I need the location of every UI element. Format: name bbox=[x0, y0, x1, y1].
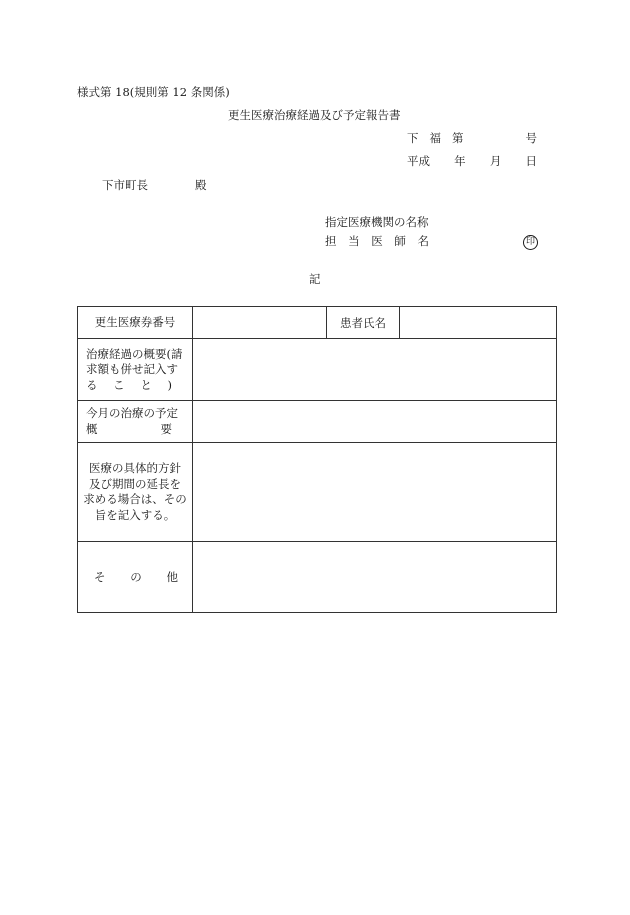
other-field[interactable] bbox=[193, 542, 557, 613]
treatment-summary-field[interactable] bbox=[193, 339, 557, 401]
other-char: の bbox=[130, 569, 142, 584]
addressee-name: 下市町長 bbox=[102, 178, 148, 192]
doctor-name-label bbox=[325, 233, 429, 249]
date-day-label: 日 bbox=[525, 154, 537, 168]
extension-line: 医療の具体的方針 bbox=[89, 461, 181, 475]
summary-char: こ bbox=[113, 377, 125, 392]
voucher-number-label: 更生医療券番号 bbox=[78, 307, 193, 339]
document-number-line bbox=[407, 130, 537, 146]
plan-char: 概 bbox=[86, 421, 98, 436]
summary-line: 求額も併せ記入す bbox=[86, 362, 178, 376]
doctor-label-char: 医 bbox=[371, 234, 383, 248]
doctor-label-char: 担 bbox=[325, 234, 337, 248]
institution-label: 指定医療機関の名称 bbox=[325, 215, 429, 229]
ki-heading: 記 bbox=[309, 272, 321, 286]
summary-line bbox=[78, 378, 192, 393]
treatment-summary-label bbox=[78, 339, 193, 401]
document-title: 更生医療治療経過及び予定報告書 bbox=[228, 108, 401, 122]
doc-number-char: 下 bbox=[407, 131, 419, 145]
extension-request-field[interactable] bbox=[193, 443, 557, 542]
summary-line: 治療経過の概要(請 bbox=[86, 346, 183, 361]
doc-number-char: 第 bbox=[452, 131, 464, 145]
extension-line: 旨を記入する。 bbox=[94, 507, 176, 522]
doctor-label-char: 師 bbox=[394, 234, 406, 248]
summary-char: る bbox=[86, 377, 98, 392]
other-char: 他 bbox=[166, 569, 178, 584]
voucher-number-field[interactable] bbox=[193, 307, 327, 339]
seal-mark: 印 bbox=[523, 235, 538, 250]
treatment-plan-label bbox=[78, 401, 193, 443]
addressee-honorific: 殿 bbox=[195, 178, 207, 192]
doctor-label-char: 名 bbox=[417, 234, 429, 248]
other-label bbox=[78, 542, 193, 613]
extension-line: 及び期間の延長を bbox=[89, 476, 181, 491]
doc-number-char: 号 bbox=[525, 131, 537, 145]
form-number: 様式第 18(規則第 12 条関係) bbox=[77, 85, 230, 99]
other-char: そ bbox=[94, 569, 106, 584]
summary-char: ) bbox=[167, 377, 172, 392]
table-row bbox=[78, 443, 557, 542]
table-row bbox=[78, 339, 557, 401]
summary-char: と bbox=[140, 377, 152, 392]
date-month-label: 月 bbox=[489, 154, 502, 168]
table-row bbox=[78, 542, 557, 613]
plan-line bbox=[78, 422, 192, 437]
other-label-text bbox=[78, 570, 192, 585]
date-era: 平成 bbox=[407, 154, 430, 168]
date-line bbox=[407, 153, 537, 169]
table-row bbox=[78, 401, 557, 443]
patient-name-field[interactable] bbox=[400, 307, 557, 339]
report-table bbox=[77, 306, 557, 613]
doc-number-blank bbox=[475, 130, 515, 146]
table-row bbox=[78, 307, 557, 339]
plan-char: 要 bbox=[160, 421, 172, 436]
extension-request-label bbox=[78, 443, 193, 542]
doctor-label-char: 当 bbox=[348, 234, 360, 248]
doc-number-char: 福 bbox=[429, 131, 441, 145]
plan-line: 今月の治療の予定 bbox=[86, 406, 178, 421]
treatment-plan-field[interactable] bbox=[193, 401, 557, 443]
date-year-label: 年 bbox=[454, 154, 466, 168]
extension-line: 求める場合は、その bbox=[83, 492, 187, 506]
patient-name-label: 患者氏名 bbox=[327, 307, 400, 339]
